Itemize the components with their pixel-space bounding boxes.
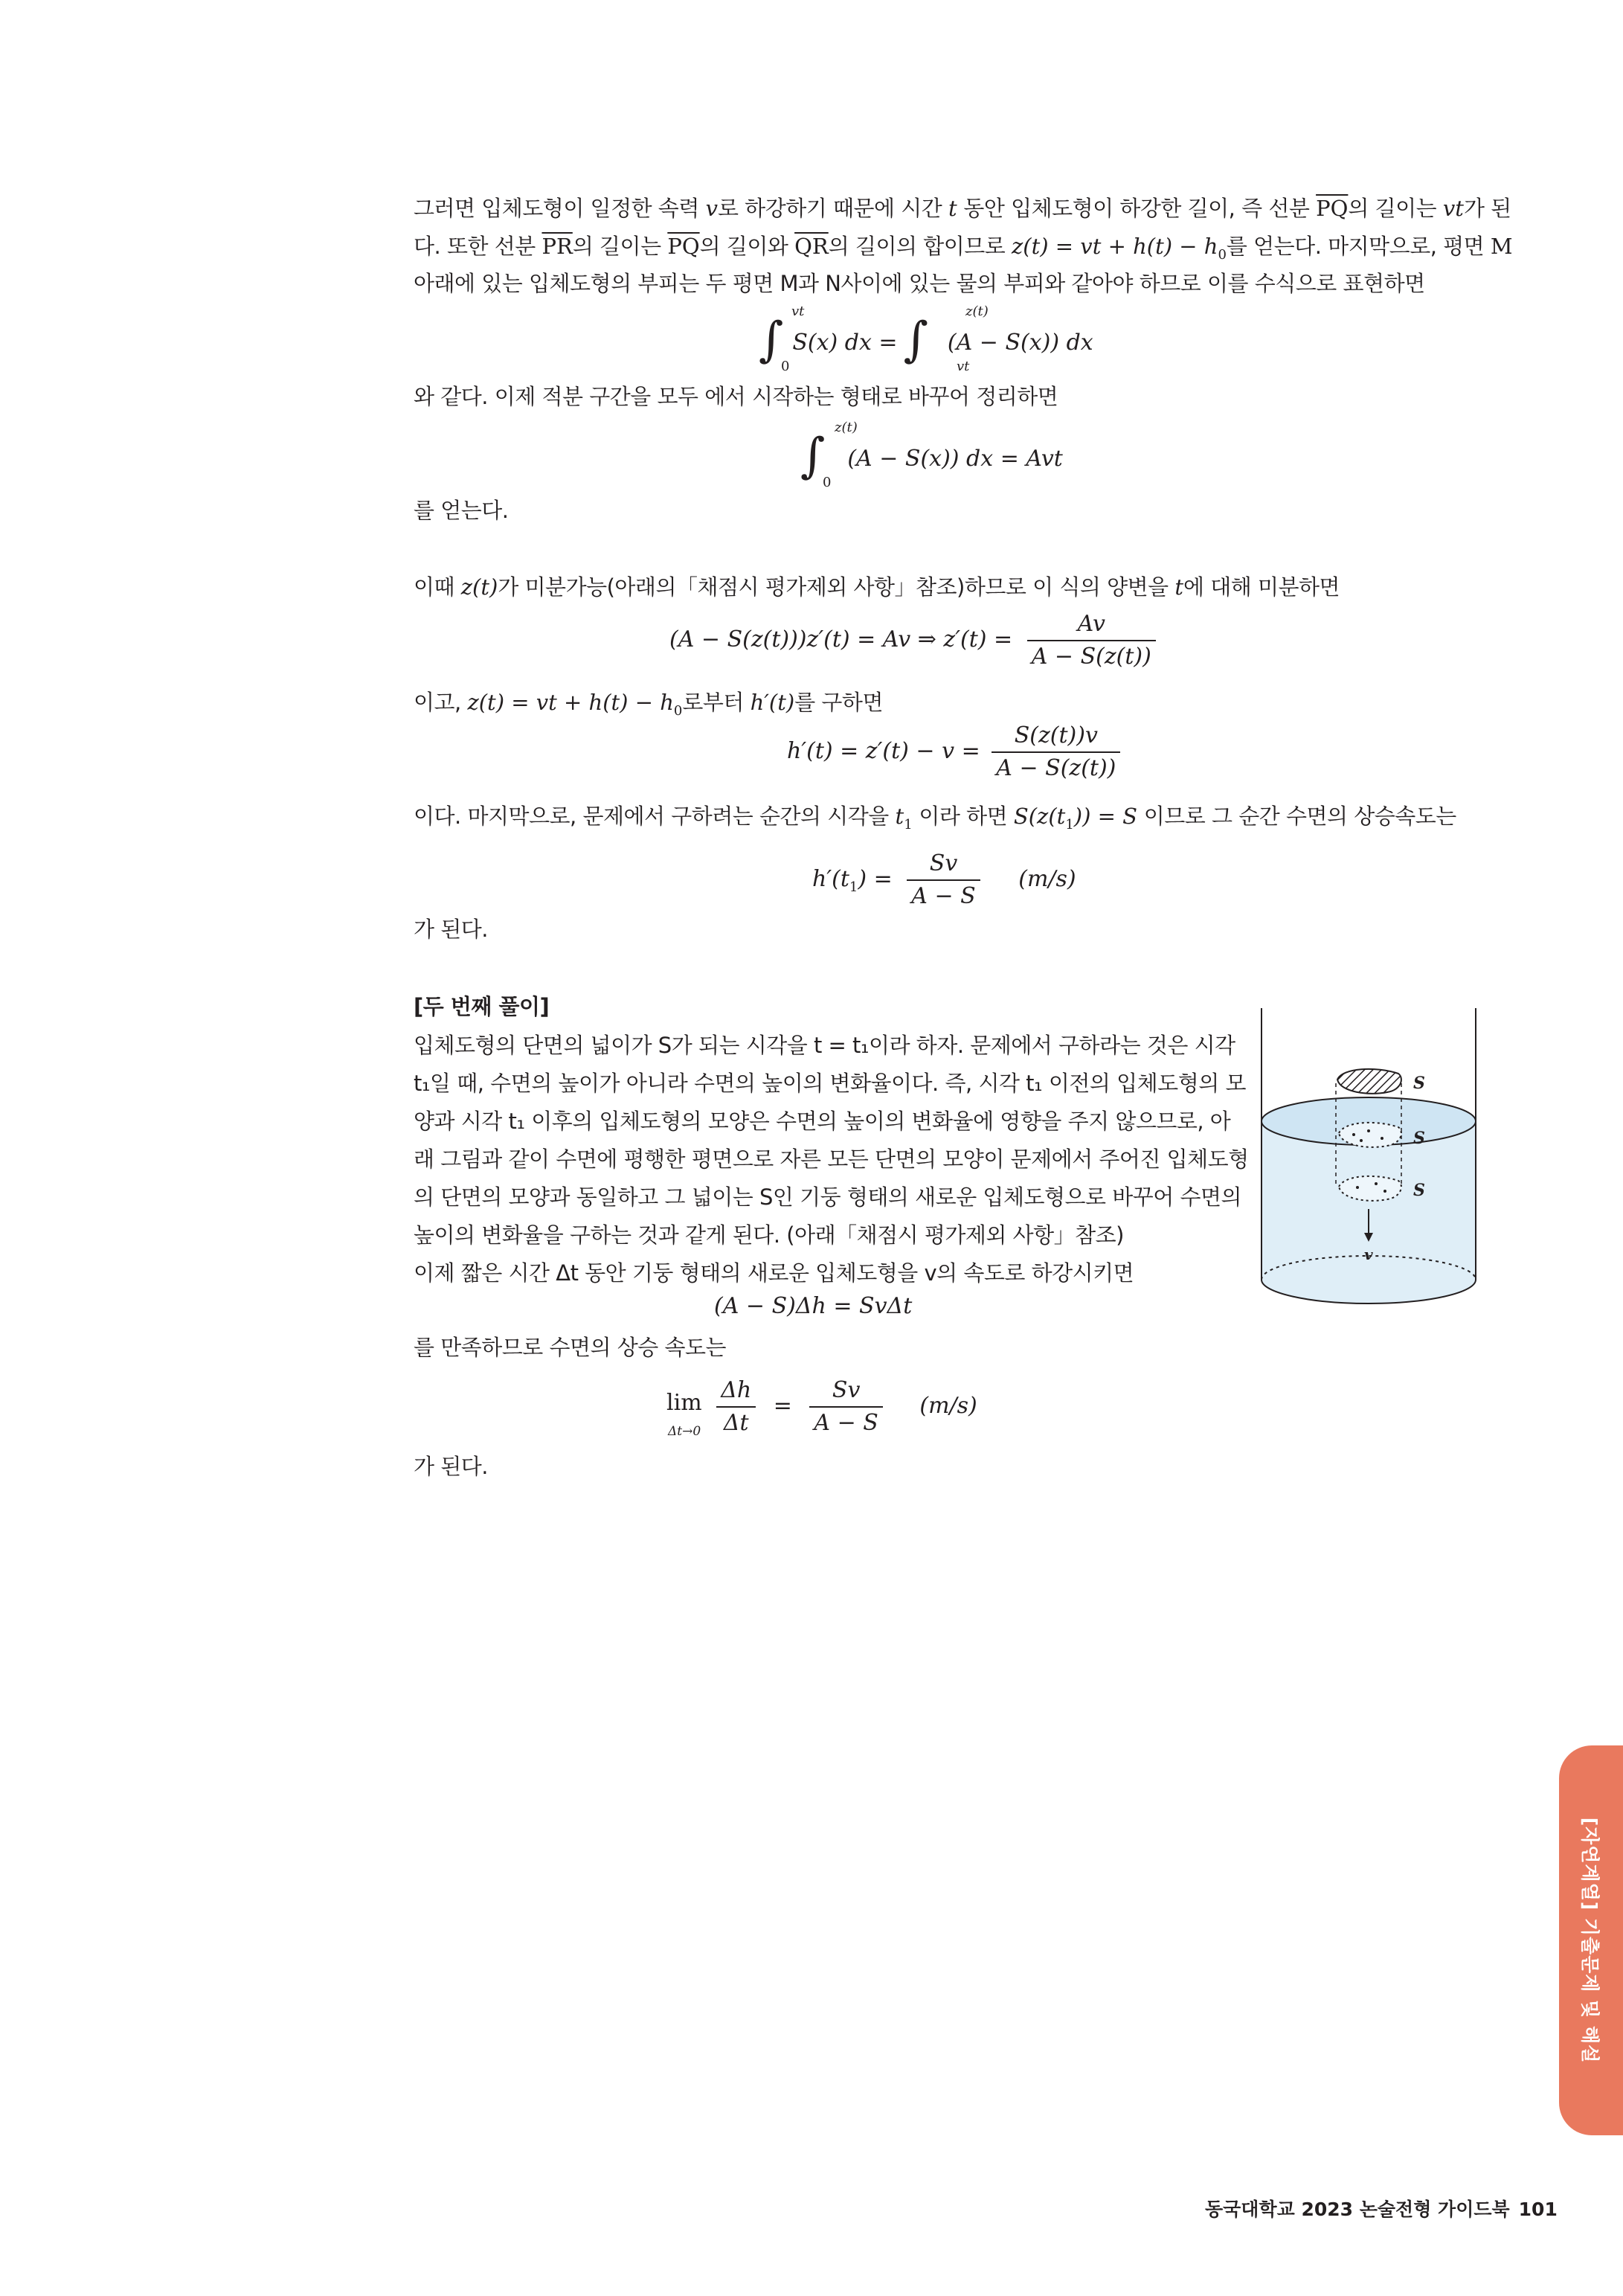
equation-h-prime-t1: $h'(t_1)$ = $\frac{Sv}{A - S}$ (m/s) [812, 848, 1076, 912]
paragraph-5: 이고, z(t) = vt + $h(t) - h_0$로부터 h′(t)를 구하면 [414, 690, 883, 719]
section-line-4: 래 그림과 같이 수면에 평행한 평면으로 자른 모든 단면의 모양이 문제에서 주어진 입체도형 [414, 1147, 1249, 1172]
section-line-5: 의 단면의 모양과 동일하고 그 넓이는 S인 기둥 형태의 새로운 입체도형으로 바꾸어 수면의 [414, 1184, 1242, 1210]
section-line-1: 입체도형의 단면의 넓이가 S가 되는 시각을 t = t₁이라 하자. 문제에서 구하라는 것은 시각 [414, 1033, 1235, 1058]
paragraph-6: 이다. 마지막으로, 문제에서 구하려는 순간의 시각을 $t_1$ 이라 하면 $S(z(t_1)) = S$ 이므로 그 순간 수면의 상승속도는 [414, 804, 1456, 833]
label-v: v [1364, 1245, 1373, 1263]
label-s-middle: S [1413, 1129, 1425, 1148]
paragraph-8: 를 만족하므로 수면의 상승 속도는 [414, 1335, 727, 1360]
paragraph-9: 가 된다. [414, 1454, 488, 1479]
paragraph-1-line-3: 아래에 있는 입체도형의 부피는 두 평면 M과 N사이에 있는 물의 부피와 같아야 하므로 이를 수식으로 표현하면 [414, 271, 1425, 296]
integral-sign: ∫ [800, 429, 826, 484]
label-s-top: S [1413, 1074, 1425, 1093]
section-line-3: 양과 시각 t₁ 이후의 입체도형의 모양은 수면의 높이의 변화율에 영향을 주지 않으므로, 아 [414, 1109, 1231, 1134]
integral-sign: ∫ [903, 312, 928, 368]
section-heading: [두 번째 풀이] [414, 994, 550, 1019]
paragraph-3: 를 얻는다. [414, 498, 509, 523]
equation-h-prime: h′(t) = z′(t) − v = $\frac{S(z(t))v}{A - S(z(t))}$ [787, 720, 1120, 784]
paragraph-7: 가 된다. [414, 917, 488, 942]
equation-z-prime: (A − S(z(t)))z′(t) = Av ⇒ z′(t) = $\frac{Av}{A - S(z(t))}$ [669, 609, 1156, 673]
page-number: 101 [1518, 2199, 1558, 2220]
paragraph-4: 이때 z(t)가 미분가능(아래의「채점시 평가제외 사항」참조)하므로 이 식의 양변을 t에 대해 미분하면 [414, 574, 1340, 600]
equation-limit: lim $\frac{\Delta h}{\Delta t}$ = $\frac{Sv}{A - S}$ (m/s) Δt→0 [666, 1375, 977, 1442]
label-s-bottom: S [1413, 1181, 1425, 1200]
cylinder-figure [1257, 1008, 1495, 1321]
equation-integral-volume: ∫ vt 0 S(x) dx = ∫ z(t) vt (A − S(x)) dx [759, 304, 1093, 374]
paragraph-1-line-2: 다. 또한 선분 $\overline{PR}$의 길이는 $\overline{PQ}$의 길이와 $\overline{QR}$의 길이의 합이므로 z(t) = vt + $h(t) - h_0$를 얻는다. 마지막으로, 평면 M [414, 234, 1513, 263]
footer-title: 동국대학교 2023 논술전형 가이드북 [1205, 2199, 1510, 2220]
integral-sign: ∫ [759, 312, 784, 368]
section-line-2: t₁일 때, 수면의 높이가 아니라 수면의 높이의 변화율이다. 즉, 시각 t₁ 이전의 입체도형의 모 [414, 1071, 1246, 1096]
paragraph-2: 와 같다. 이제 적분 구간을 모두 에서 시작하는 형태로 바꾸어 정리하면 [414, 384, 1058, 409]
section-top [1337, 1069, 1401, 1094]
equation-integral-avt: ∫ z(t) 0 (A − S(x)) dx = Avt [800, 420, 1063, 490]
page-footer [1205, 2195, 1558, 2222]
section-line-7: 이제 짧은 시간 Δt 동안 기둥 형태의 새로운 입체도형을 v의 속도로 하강시키면 [414, 1260, 1134, 1286]
paragraph-1-line-1: 그러면 입체도형이 일정한 속력 v로 하강하기 때문에 시간 t 동안 입체도형이 하강한 길이, 즉 선분 $\overline{PQ}$의 길이는 vt가 된 [414, 196, 1511, 221]
section-line-6: 높이의 변화율을 구하는 것과 같게 된다. (아래「채점시 평가제외 사항」참조) [414, 1222, 1124, 1248]
equation-delta-h: (A − S)Δh = SvΔt [714, 1293, 913, 1319]
side-tab-label: [자연계열] 기출문제 및 해설 [1579, 1817, 1601, 2064]
